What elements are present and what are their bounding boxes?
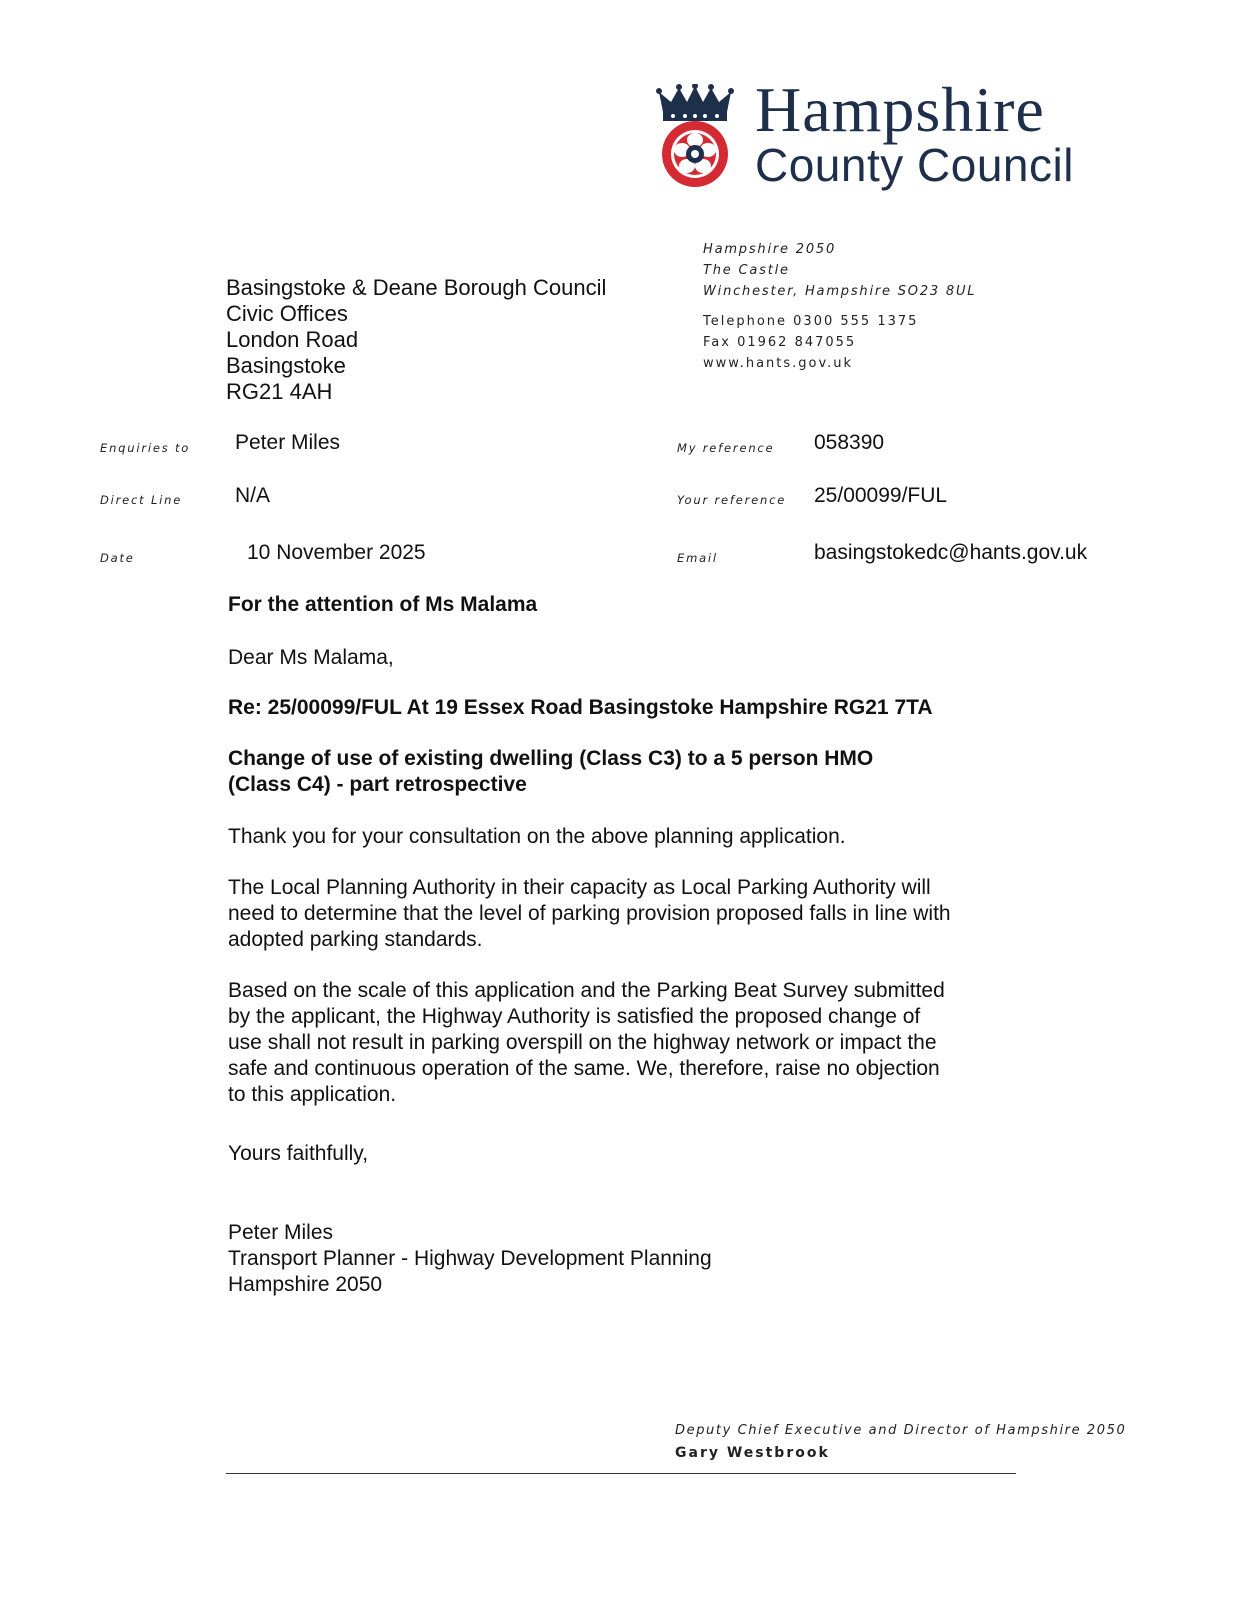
sender-web[interactable]: www.hants.gov.uk — [703, 356, 854, 371]
sender-address — [703, 239, 976, 302]
paragraph-line: Based on the scale of this application and the Parking Beat Survey submitted — [228, 979, 945, 1002]
attention-line: For the attention of Ms Malama — [228, 593, 538, 616]
paragraph-line: by the applicant, the Highway Authority is satisfied the proposed change of — [228, 1005, 921, 1028]
crown-rose-icon — [655, 84, 735, 194]
sender-contact — [703, 311, 918, 374]
paragraph-line: safe and continuous operation of the same. We, therefore, raise no objection — [228, 1057, 940, 1080]
subject-line: Change of use of existing dwelling (Class C3) to a 5 person HMO — [228, 747, 874, 770]
sender-dept: Hampshire 2050 — [703, 242, 837, 257]
re-line: Re: 25/00099/FUL At 19 Essex Road Basingstoke Hampshire RG21 7TA — [228, 696, 933, 719]
recipient-line: RG21 4AH — [226, 379, 333, 404]
enquiries-value: Peter Miles — [235, 431, 341, 454]
council-name-line1: Hampshire — [755, 74, 1045, 145]
closing: Yours faithfully, — [228, 1142, 369, 1165]
sender-telephone: Telephone 0300 555 1375 — [703, 314, 919, 329]
signature-name: Peter Miles — [228, 1221, 334, 1244]
council-name-line2: County Council — [755, 139, 1074, 191]
email-value[interactable]: basingstokedc@hants.gov.uk — [814, 541, 1088, 564]
subject-line: (Class C4) - part retrospective — [228, 773, 527, 796]
recipient-line: London Road — [226, 327, 359, 352]
direct-line-label: Direct Line — [100, 493, 183, 507]
paragraph-line: need to determine that the level of parking provision proposed falls in line with — [228, 902, 951, 925]
my-reference-label: My reference — [677, 441, 775, 455]
footer-director-title: Deputy Chief Executive and Director of Hampshire 2050 — [675, 1423, 1127, 1438]
your-reference-label: Your reference — [677, 493, 787, 507]
date-label: Date — [100, 551, 135, 565]
sender-address2: Winchester, Hampshire SO23 8UL — [703, 284, 977, 299]
recipient-line: Basingstoke — [226, 353, 346, 378]
direct-line-value: N/A — [235, 484, 271, 507]
enquiries-label: Enquiries to — [100, 441, 191, 455]
paragraph-line: The Local Planning Authority in their capacity as Local Parking Authority will — [228, 876, 931, 899]
your-reference-value: 25/00099/FUL — [814, 484, 948, 507]
email-label: Email — [677, 551, 718, 565]
signature-org: Hampshire 2050 — [228, 1273, 383, 1296]
paragraph-2 — [228, 875, 1048, 953]
sender-fax: Fax 01962 847055 — [703, 335, 857, 350]
recipient-address — [226, 275, 606, 405]
recipient-line: Basingstoke & Deane Borough Council — [226, 275, 607, 300]
salutation: Dear Ms Malama, — [228, 646, 394, 669]
paragraph-line: use shall not result in parking overspill on the highway network or impact the — [228, 1031, 937, 1054]
council-logo — [655, 74, 1075, 204]
paragraph-3 — [228, 978, 1048, 1108]
paragraph-line: adopted parking standards. — [228, 928, 483, 951]
footer-divider — [226, 1473, 1016, 1474]
signature-block — [228, 1220, 1048, 1298]
date-value: 10 November 2025 — [247, 541, 426, 564]
recipient-line: Civic Offices — [226, 301, 348, 326]
sender-address1: The Castle — [703, 263, 790, 278]
paragraph-line: to this application. — [228, 1083, 397, 1106]
paragraph-1: Thank you for your consultation on the above planning application. — [228, 825, 846, 848]
council-name — [755, 74, 1074, 191]
my-reference-value: 058390 — [814, 431, 885, 454]
footer-director-name: Gary Westbrook — [675, 1445, 830, 1461]
signature-title: Transport Planner - Highway Development Planning — [228, 1247, 712, 1270]
subject — [228, 746, 1048, 798]
